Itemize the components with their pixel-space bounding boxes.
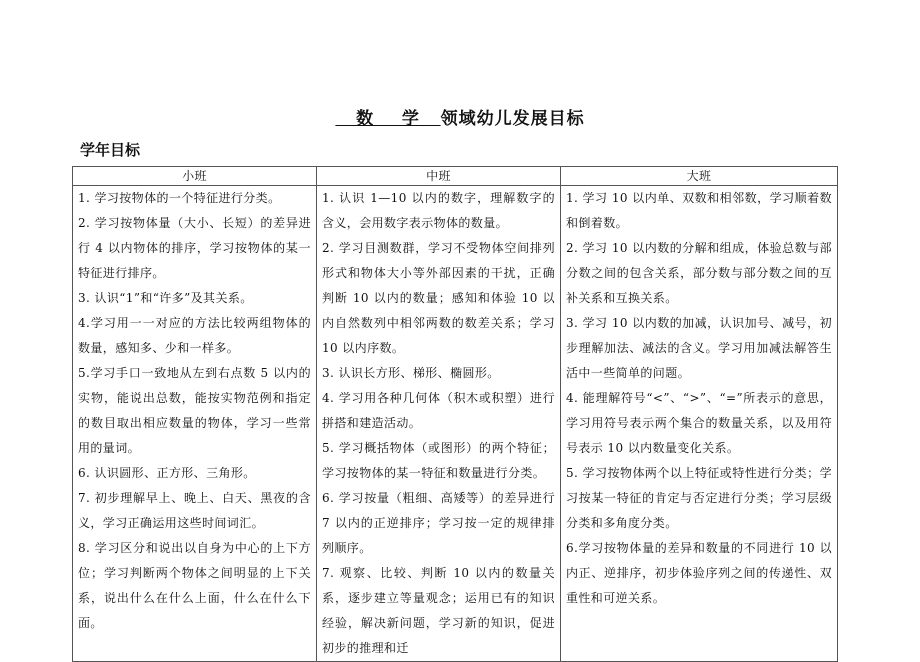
goal-item: 5.学习手口一致地从左到右点数 5 以内的实物，能说出总数，能按实物范例和指定的数目取出相应数量的物体，学习一些常用的量词。 (78, 366, 311, 455)
goal-item: 6.学习按物体量的差异和数量的不同进行 10 以内正、逆排序，初步体验序列之间的传递性、双重性和可逆关系。 (566, 541, 832, 605)
goal-item: 3. 认识“1”和“许多”及其关系。 (78, 291, 253, 305)
goal-item: 7. 观察、比较、判断 10 以内的数量关系，逐步建立等量观念；运用已有的知识经验，解决新问题，学习新的知识，促进初步的推理和迁 (322, 566, 555, 655)
goal-item: 6. 认识圆形、正方形、三角形。 (78, 466, 256, 480)
goal-item: 2. 学习按物体量（大小、长短）的差异进行 4 以内物体的排序，学习按物体的某一特征进行排序。 (78, 216, 311, 280)
section-heading: 学年目标 (80, 141, 141, 159)
table-row (73, 186, 838, 662)
goal-item: 1. 学习按物体的一个特征进行分类。 (78, 191, 281, 205)
goal-item: 6. 学习按量（粗细、高矮等）的差异进行 7 以内的正逆排序；学习按一定的规律排列顺序。 (322, 491, 555, 555)
goal-item: 3. 学习 10 以内数的加减，认识加号、减号，初步理解加法、减法的含义。学习用加减法解答生活中一些简单的问题。 (566, 316, 832, 380)
table-header-row (73, 167, 838, 186)
goal-item: 4. 能理解符号“<”、“>”、“=”所表示的意思，学习用符号表示两个集合的数量关系，以及用符号表示 10 以内数量变化关系。 (566, 391, 832, 455)
title-rest: 领域幼儿发展目标 (440, 109, 585, 129)
goal-item: 1. 认识 1—10 以内的数字，理解数字的含义，会用数字表示物体的数量。 (322, 191, 555, 230)
goal-item: 7. 初步理解早上、晚上、白天、黑夜的含义，学习正确运用这些时间词汇。 (78, 491, 311, 530)
page-title (0, 104, 920, 129)
goal-item: 4.学习用一一对应的方法比较两组物体的数量，感知多、少和一样多。 (78, 316, 311, 355)
large-class-goals (561, 186, 838, 662)
goal-item: 8. 学习区分和说出以自身为中心的上下方位；学习判断两个物体之间明显的上下关系，说出什么在什么上面，什么在什么下面。 (78, 541, 311, 630)
header-large-class: 大班 (561, 167, 838, 186)
small-class-goals (73, 186, 317, 662)
goal-item: 3. 认识长方形、梯形、椭圆形。 (322, 366, 500, 380)
goal-item: 1. 学习 10 以内单、双数和相邻数，学习顺着数和倒着数。 (566, 191, 832, 230)
title-subject: 数 学 (335, 109, 441, 129)
goal-item: 5. 学习按物体两个以上特征或特性进行分类；学习按某一特征的肯定与否定进行分类；学习层级分类和多角度分类。 (566, 466, 832, 530)
goal-item: 4. 学习用各种几何体（积木或积塑）进行拼搭和建造活动。 (322, 391, 555, 430)
header-middle-class: 中班 (317, 167, 561, 186)
goal-item: 2. 学习 10 以内数的分解和组成，体验总数与部分数之间的包含关系，部分数与部分数之间的互补关系和互换关系。 (566, 241, 832, 305)
goal-item: 5. 学习概括物体（或图形）的两个特征；学习按物体的某一特征和数量进行分类。 (322, 441, 555, 480)
header-small-class: 小班 (73, 167, 317, 186)
goals-table (72, 166, 838, 662)
middle-class-goals (317, 186, 561, 662)
goal-item: 2. 学习目测数群，学习不受物体空间排列形式和物体大小等外部因素的干扰，正确判断 10 以内的数量；感知和体验 10 以内自然数列中相邻两数的数差关系；学习 10 以内序数。 (322, 241, 555, 355)
